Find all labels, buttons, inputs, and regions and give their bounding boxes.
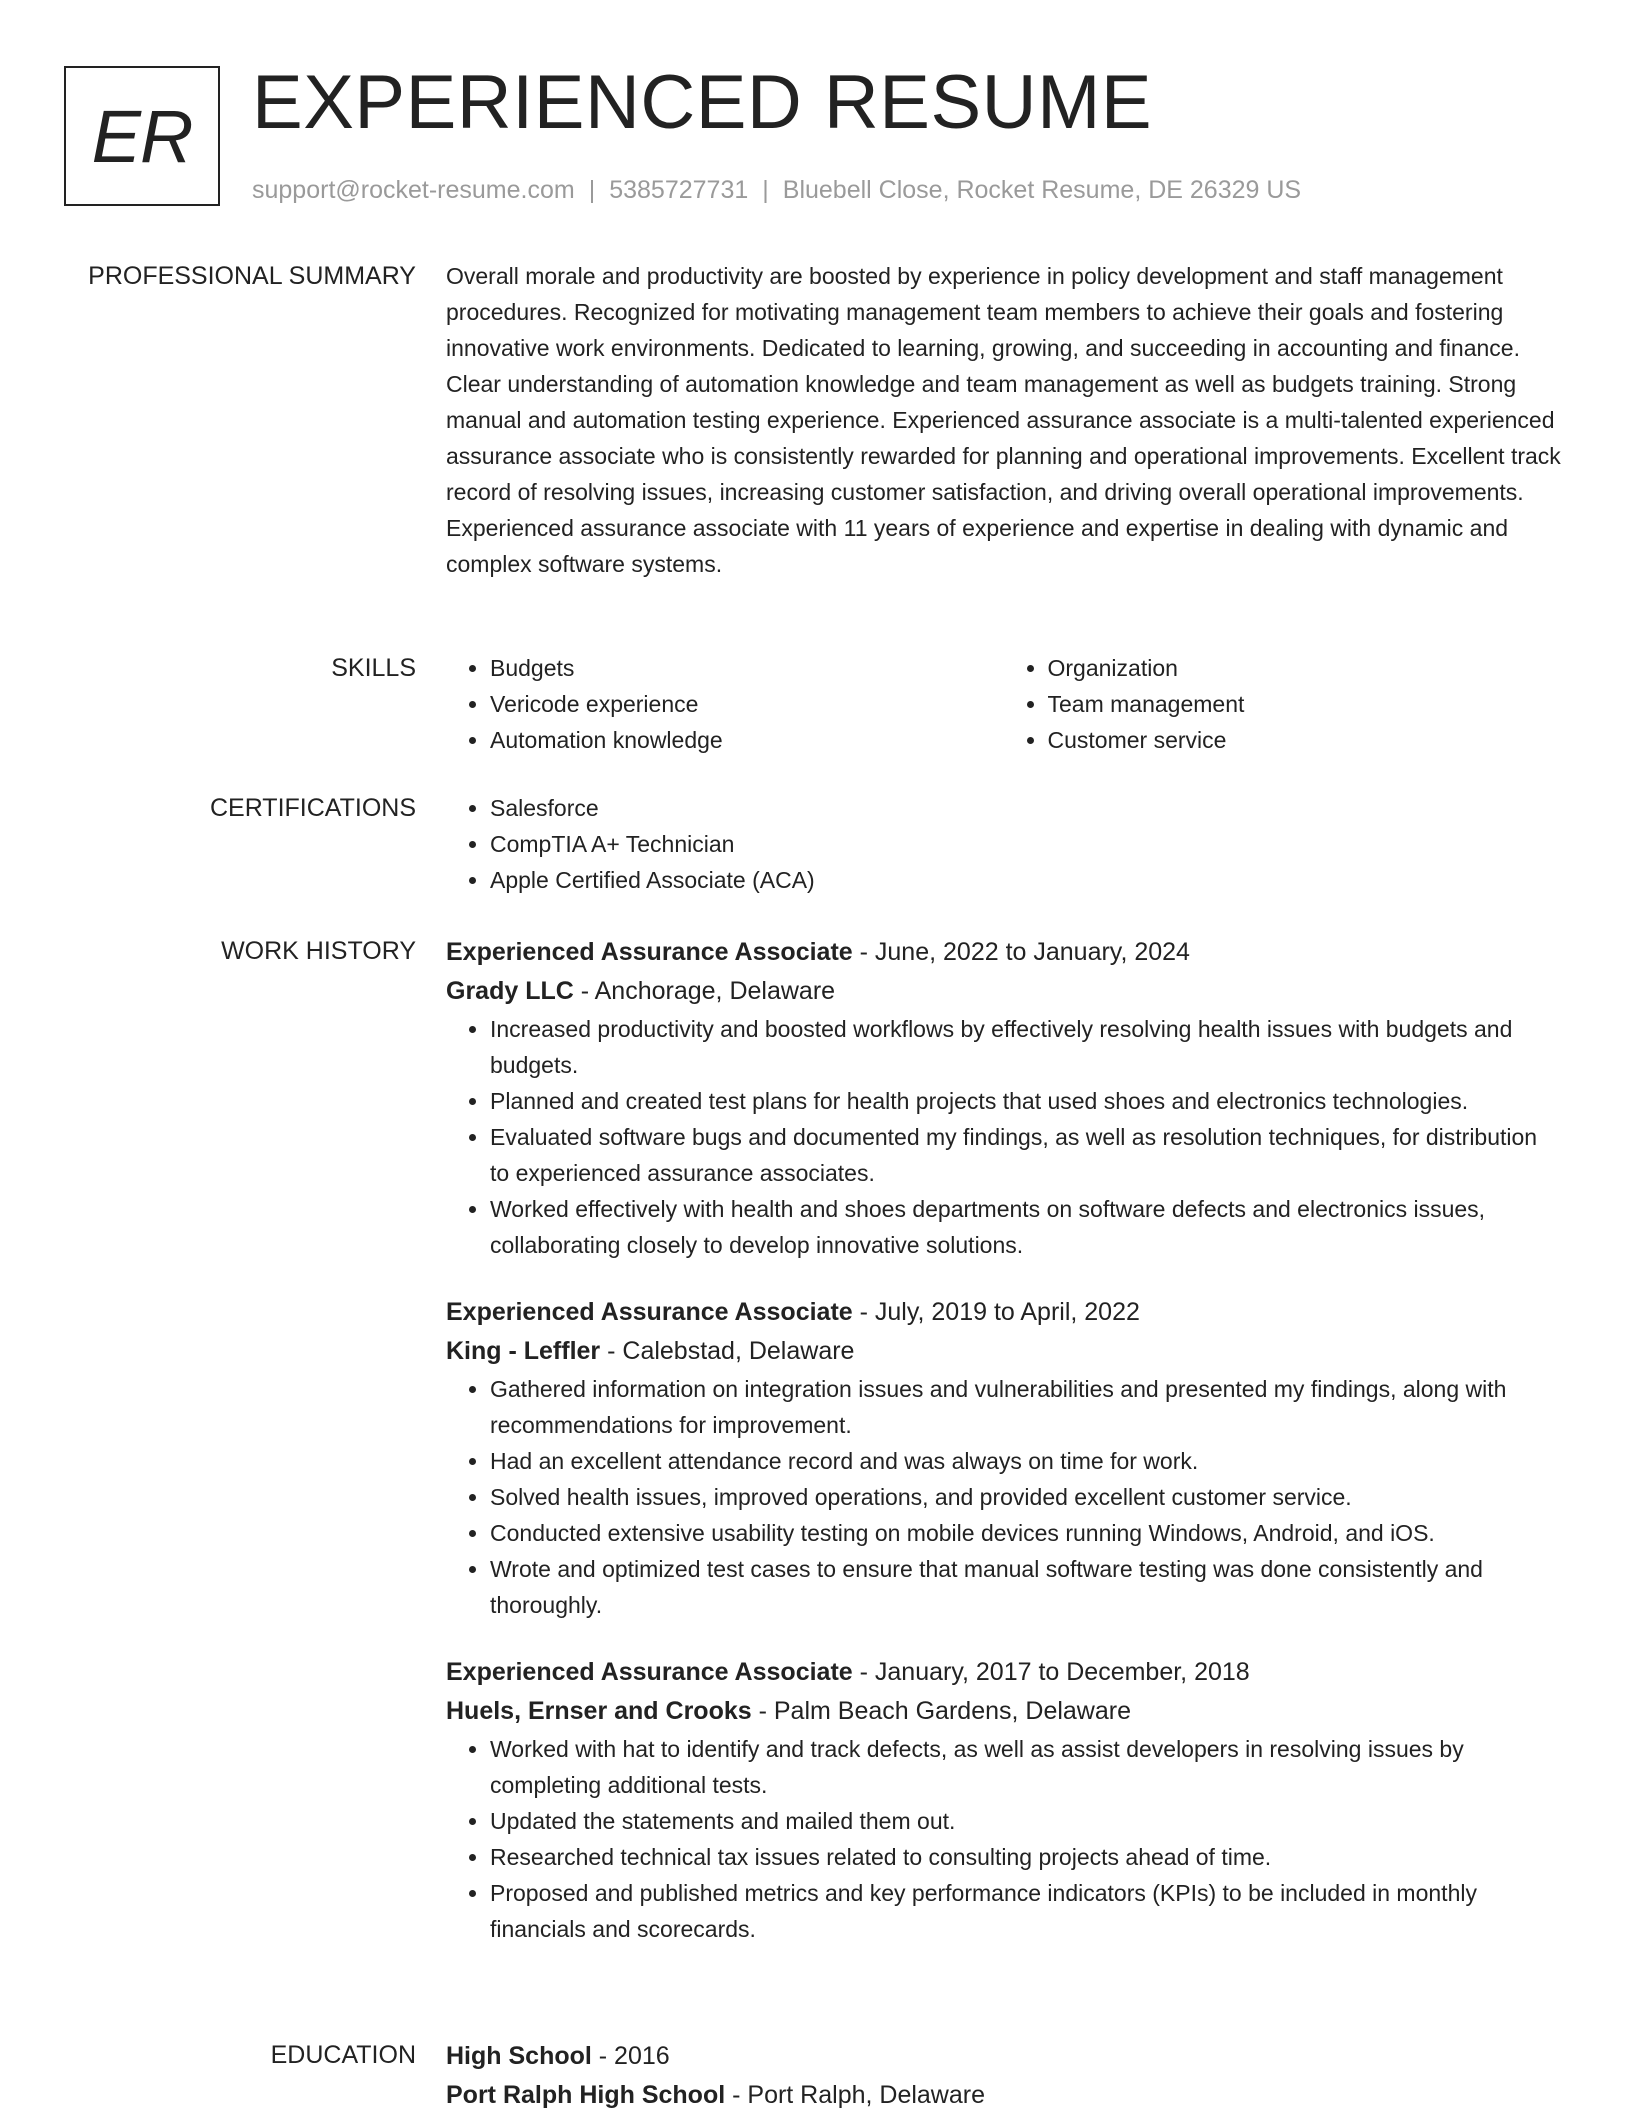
job-bullet: • Researched technical tax issues related to consulting projects ahead of time. [490,1839,1561,1875]
job-company-line [446,1692,1561,1731]
job-bullet: • Solved health issues, improved operations, and provided excellent customer service. [490,1479,1561,1515]
job-location: - Calebstad, Delaware [600,1337,855,1365]
job-title-line [446,1293,1561,1332]
job-bullet: • Gathered information on integration issues and vulnerabilities and presented my findings, along with recommendations for improvement. [490,1371,1561,1443]
job-bullets [446,1731,1561,1947]
education-body [446,2037,1561,2115]
job-title-line [446,1653,1561,1692]
summary-body [446,258,1561,582]
education-location: - Port Ralph, Delaware [725,2081,985,2109]
section-title-education: EDUCATION [270,2041,416,2069]
contact-separator: | [762,176,769,204]
job-company-line [446,972,1561,1011]
skill-item: • Organization [1048,650,1562,686]
job-bullet: • Conducted extensive usability testing on mobile devices running Windows, Android, and iOS. [490,1515,1561,1551]
job-bullet: • Worked effectively with health and shoes departments on software defects and electronics issues, collaborating closely to develop innovative solutions. [490,1191,1561,1263]
contact-separator: | [588,176,596,204]
skills-list-right [1004,650,1562,758]
job-title-line [446,933,1561,972]
job-company: Huels, Ernser and Crooks [446,1697,752,1725]
contact-address: Bluebell Close, Rocket Resume, DE 26329 US [782,176,1302,204]
job-entry [446,933,1561,1263]
job-bullet: • Had an excellent attendance record and was always on time for work. [490,1443,1561,1479]
skill-item: • Customer service [1048,722,1562,758]
skill-item: • Automation knowledge [490,722,1004,758]
education-year: - 2016 [591,2042,670,2070]
job-role: Experienced Assurance Associate [446,938,853,966]
job-bullet: • Planned and created test plans for health projects that used shoes and electronics technologies. [490,1083,1561,1119]
section-title-skills: SKILLS [331,654,416,682]
job-bullet: • Updated the statements and mailed them out. [490,1803,1561,1839]
skill-item: • Budgets [490,650,1004,686]
work-history-body [446,933,1561,1977]
job-dates: - June, 2022 to January, 2024 [852,938,1190,966]
section-title-summary: PROFESSIONAL SUMMARY [88,262,416,290]
skill-item: • Vericode experience [490,686,1004,722]
skill-item: • Team management [1048,686,1562,722]
job-bullet: • Worked with hat to identify and track defects, as well as assist developers in resolving issues by completing additional tests. [490,1731,1561,1803]
job-bullet: • Evaluated software bugs and documented my findings, as well as resolution techniques, for distribution to experienced assurance associates. [490,1119,1561,1191]
job-company: Grady LLC [446,977,574,1005]
certification-item: • Apple Certified Associate (ACA) [490,862,1561,898]
certifications-body [446,790,1561,898]
education-degree-line [446,2037,1561,2076]
job-dates: - July, 2019 to April, 2022 [852,1298,1140,1326]
job-bullet: • Wrote and optimized test cases to ensure that manual software testing was done consistently and thoroughly. [490,1551,1561,1623]
skills-list-left [446,650,1004,758]
education-school: Port Ralph High School [446,2081,726,2109]
job-bullet: • Increased productivity and boosted workflows by effectively resolving health issues with budgets and budgets. [490,1011,1561,1083]
section-title-work-history: WORK HISTORY [221,937,416,965]
job-entry [446,1653,1561,1947]
job-bullet: • Proposed and published metrics and key performance indicators (KPIs) to be included in monthly financials and scorecards. [490,1875,1561,1947]
resume-name: EXPERIENCED RESUME [252,60,1153,145]
monogram-logo: ER [64,66,220,206]
certification-item: • Salesforce [490,790,1561,826]
contact-line [252,172,1301,208]
job-bullets [446,1371,1561,1623]
summary-text: Overall morale and productivity are boosted by experience in policy development and staff management procedures. Recognized for motivating management team members to achieve their goals and fostering innovative work environments. Dedicated to learning, growing, and succeeding in accounting and finance. Clear understanding of automation knowledge and team management as well as budgets training. Strong manual and automation testing experience. Experienced assurance associate is a multi-talented experienced assurance associate who is consistently rewarded for planning and operational improvements. Excellent track record of resolving issues, increasing customer satisfaction, and driving overall operational improvements. Experienced assurance associate with 11 years of experience and expertise in dealing with dynamic and complex software systems. [446,263,1561,577]
job-company-line [446,1332,1561,1371]
job-role: Experienced Assurance Associate [446,1298,853,1326]
job-role: Experienced Assurance Associate [446,1658,853,1686]
certifications-list [446,790,1561,898]
skills-body [446,650,1561,758]
job-company: King - Leffler [446,1337,601,1365]
contact-phone[interactable]: 5385727731 [609,176,749,204]
job-dates: - January, 2017 to December, 2018 [852,1658,1250,1686]
job-location: - Anchorage, Delaware [573,977,836,1005]
contact-email[interactable]: support@rocket-resume.com [252,176,575,204]
section-title-certifications: CERTIFICATIONS [209,794,416,822]
education-degree: High School [446,2042,592,2070]
job-entry [446,1293,1561,1623]
education-school-line [446,2076,1561,2115]
certification-item: • CompTIA A+ Technician [490,826,1561,862]
job-bullets [446,1011,1561,1263]
job-location: - Palm Beach Gardens, Delaware [751,1697,1131,1725]
